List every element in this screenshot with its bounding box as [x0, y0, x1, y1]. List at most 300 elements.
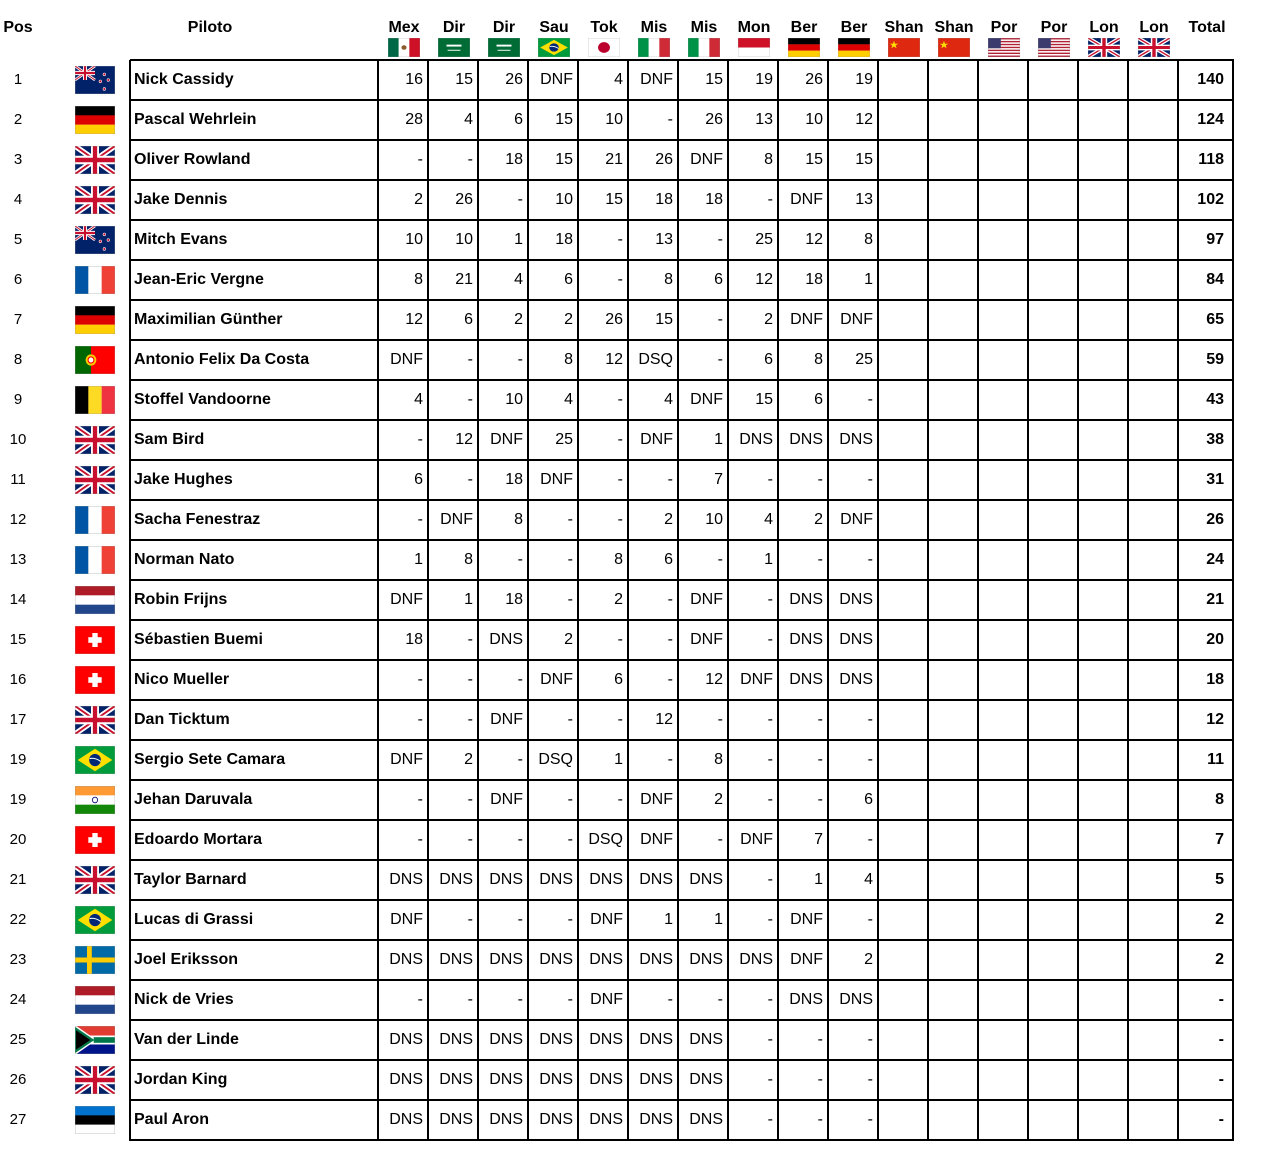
- total-cell: 65: [1206, 311, 1224, 328]
- result-cell: DNS: [389, 1071, 423, 1088]
- result-cell: -: [567, 911, 573, 928]
- mexico-flag-icon: [388, 38, 420, 57]
- result-cell: -: [567, 511, 573, 528]
- result-cell: 8: [414, 271, 423, 288]
- position-cell: 6: [13, 271, 23, 288]
- result-cell: -: [467, 911, 473, 928]
- result-cell: -: [567, 551, 573, 568]
- position-cell: 26: [9, 1071, 27, 1088]
- result-cell: -: [817, 1031, 823, 1048]
- result-cell: -: [517, 911, 523, 928]
- result-cell: 15: [555, 151, 573, 168]
- race-header: [929, 19, 979, 57]
- result-cell: 19: [855, 71, 873, 88]
- usa-flag-icon: [1038, 38, 1070, 57]
- race-code: Lon: [1089, 19, 1119, 36]
- result-cell: 6: [464, 311, 473, 328]
- brazil-flag-icon: [75, 746, 115, 774]
- result-cell: DNS: [489, 871, 523, 888]
- driver-name: Sacha Fenestraz: [134, 511, 261, 528]
- result-cell: -: [767, 591, 773, 608]
- switzerland-flag-icon: [75, 626, 115, 654]
- race-header: [779, 19, 829, 57]
- result-cell: 6: [414, 471, 423, 488]
- result-cell: -: [817, 751, 823, 768]
- result-cell: 25: [555, 431, 573, 448]
- driver-name: Jean-Eric Vergne: [134, 271, 264, 288]
- result-cell: -: [467, 831, 473, 848]
- result-cell: -: [867, 831, 873, 848]
- race-code: Dir: [492, 19, 516, 36]
- result-cell: 18: [805, 271, 823, 288]
- result-cell: DNS: [489, 1111, 523, 1128]
- result-cell: DNF: [390, 591, 423, 608]
- result-cell: 6: [614, 671, 623, 688]
- total-cell: 24: [1206, 551, 1224, 568]
- germany-flag-icon: [838, 38, 870, 57]
- total-cell: 31: [1206, 471, 1224, 488]
- result-cell: DNS: [689, 951, 723, 968]
- result-cell: 12: [605, 351, 623, 368]
- race-header: [379, 19, 429, 57]
- result-cell: 21: [455, 271, 473, 288]
- result-cell: -: [567, 591, 573, 608]
- result-cell: -: [867, 391, 873, 408]
- race-header: [1129, 19, 1179, 57]
- brazil-flag-icon: [75, 906, 115, 934]
- italy-flag-icon: [638, 38, 670, 57]
- result-cell: 8: [514, 511, 523, 528]
- total-cell: 21: [1206, 591, 1224, 608]
- result-cell: 10: [605, 111, 623, 128]
- result-cell: -: [467, 991, 473, 1008]
- result-cell: 4: [864, 871, 873, 888]
- result-cell: -: [717, 551, 723, 568]
- result-cell: DNS: [739, 951, 773, 968]
- result-cell: -: [767, 1031, 773, 1048]
- position-cell: 25: [9, 1031, 27, 1048]
- race-code: Lon: [1139, 19, 1169, 36]
- result-cell: 2: [664, 511, 673, 528]
- result-cell: 7: [714, 471, 723, 488]
- result-cell: 25: [855, 351, 873, 368]
- race-header: [729, 19, 779, 57]
- result-cell: 2: [464, 751, 473, 768]
- new-zealand-flag-icon: [75, 66, 115, 94]
- result-cell: -: [467, 631, 473, 648]
- result-cell: 13: [855, 191, 873, 208]
- race-code: Mis: [690, 19, 718, 36]
- driver-name: Edoardo Mortara: [134, 831, 263, 848]
- result-cell: DNF: [840, 511, 873, 528]
- result-cell: 8: [864, 231, 873, 248]
- result-cell: 10: [555, 191, 573, 208]
- result-cell: DNF: [690, 591, 723, 608]
- total-cell: 97: [1206, 231, 1224, 248]
- result-cell: 12: [455, 431, 473, 448]
- result-cell: -: [867, 711, 873, 728]
- position-cell: 27: [9, 1111, 27, 1128]
- result-cell: 18: [655, 191, 673, 208]
- race-code: Por: [1040, 19, 1068, 36]
- result-cell: 12: [705, 671, 723, 688]
- result-cell: DNS: [639, 1071, 673, 1088]
- result-cell: DNF: [790, 191, 823, 208]
- result-cell: 26: [455, 191, 473, 208]
- result-cell: -: [467, 351, 473, 368]
- race-code: Dir: [442, 19, 466, 36]
- total-cell: -: [1218, 1111, 1224, 1128]
- result-cell: 2: [714, 791, 723, 808]
- result-cell: DNS: [639, 871, 673, 888]
- position-cell: 4: [13, 191, 23, 208]
- result-cell: -: [567, 991, 573, 1008]
- result-cell: DNS: [689, 1031, 723, 1048]
- result-cell: -: [767, 791, 773, 808]
- driver-name: Antonio Felix Da Costa: [134, 351, 310, 368]
- result-cell: DNF: [490, 431, 523, 448]
- result-cell: DNS: [589, 1071, 623, 1088]
- result-cell: DNS: [839, 991, 873, 1008]
- result-cell: 7: [814, 831, 823, 848]
- result-cell: -: [767, 1071, 773, 1088]
- germany-flag-icon: [75, 106, 115, 134]
- position-cell: 5: [13, 231, 23, 248]
- result-cell: 4: [414, 391, 423, 408]
- driver-name: Nick de Vries: [134, 991, 234, 1008]
- result-cell: DNF: [590, 911, 623, 928]
- sweden-flag-icon: [75, 946, 115, 974]
- result-cell: DNF: [490, 791, 523, 808]
- result-cell: 8: [564, 351, 573, 368]
- result-cell: DNS: [439, 1031, 473, 1048]
- uk-flag-icon: [75, 866, 115, 894]
- result-cell: DNS: [589, 1111, 623, 1128]
- result-cell: DNS: [439, 1071, 473, 1088]
- result-cell: -: [417, 511, 423, 528]
- result-cell: 8: [764, 151, 773, 168]
- result-cell: DNS: [539, 871, 573, 888]
- result-cell: 1: [414, 551, 423, 568]
- result-cell: -: [417, 831, 423, 848]
- result-cell: 1: [664, 911, 673, 928]
- result-cell: -: [767, 471, 773, 488]
- result-cell: 12: [655, 711, 673, 728]
- result-cell: DNS: [689, 871, 723, 888]
- result-cell: 18: [555, 231, 573, 248]
- race-code: Shan: [934, 19, 974, 36]
- result-cell: 4: [614, 71, 623, 88]
- result-cell: DNF: [640, 831, 673, 848]
- driver-name: Stoffel Vandoorne: [134, 391, 271, 408]
- result-cell: 6: [564, 271, 573, 288]
- total-cell: -: [1218, 1031, 1224, 1048]
- result-cell: -: [617, 631, 623, 648]
- uk-flag-icon: [75, 146, 115, 174]
- result-cell: -: [517, 991, 523, 1008]
- driver-name: Lucas di Grassi: [134, 911, 254, 928]
- result-cell: 15: [805, 151, 823, 168]
- result-cell: 12: [855, 111, 873, 128]
- result-cell: 2: [564, 631, 573, 648]
- result-cell: DNS: [439, 951, 473, 968]
- total-cell: 7: [1215, 831, 1224, 848]
- driver-name: Pascal Wehrlein: [134, 111, 257, 128]
- result-cell: DNS: [839, 631, 873, 648]
- driver-name: Nico Mueller: [134, 671, 230, 688]
- result-cell: DSQ: [638, 351, 673, 368]
- result-cell: -: [467, 791, 473, 808]
- result-cell: 10: [455, 231, 473, 248]
- result-cell: DSQ: [538, 751, 573, 768]
- result-cell: 4: [764, 511, 773, 528]
- result-cell: DNS: [389, 1031, 423, 1048]
- result-cell: 15: [855, 151, 873, 168]
- driver-name: Oliver Rowland: [134, 151, 251, 168]
- result-cell: 8: [814, 351, 823, 368]
- total-cell: 118: [1198, 151, 1224, 168]
- result-cell: 2: [764, 311, 773, 328]
- result-cell: DNS: [389, 951, 423, 968]
- total-cell: 12: [1206, 711, 1224, 728]
- result-cell: 15: [755, 391, 773, 408]
- race-header: [479, 19, 529, 57]
- result-cell: -: [717, 351, 723, 368]
- result-cell: DNS: [489, 1071, 523, 1088]
- race-code: Mis: [640, 19, 668, 36]
- result-cell: -: [617, 231, 623, 248]
- race-code: Por: [990, 19, 1018, 36]
- result-cell: DNS: [839, 431, 873, 448]
- result-cell: 4: [664, 391, 673, 408]
- driver-name: Dan Ticktum: [134, 711, 230, 728]
- uk-flag-icon: [1088, 38, 1120, 57]
- position-cell: 13: [9, 551, 27, 568]
- result-cell: DNS: [589, 871, 623, 888]
- result-cell: -: [567, 791, 573, 808]
- result-cell: -: [517, 191, 523, 208]
- result-cell: 6: [814, 391, 823, 408]
- result-cell: 6: [714, 271, 723, 288]
- race-code: Mon: [737, 19, 771, 36]
- result-cell: DNS: [489, 1031, 523, 1048]
- result-cell: DNS: [639, 951, 673, 968]
- result-cell: DSQ: [588, 831, 623, 848]
- result-cell: DNF: [840, 311, 873, 328]
- result-cell: 26: [705, 111, 723, 128]
- position-cell: 19: [9, 751, 27, 768]
- result-cell: DNS: [389, 1111, 423, 1128]
- total-cell: 59: [1206, 351, 1224, 368]
- germany-flag-icon: [75, 306, 115, 334]
- result-cell: 4: [564, 391, 573, 408]
- result-cell: -: [517, 831, 523, 848]
- result-cell: 2: [614, 591, 623, 608]
- result-cell: DNF: [440, 511, 473, 528]
- italy-flag-icon: [688, 38, 720, 57]
- total-cell: -: [1218, 1071, 1224, 1088]
- result-cell: 15: [605, 191, 623, 208]
- result-cell: -: [767, 631, 773, 648]
- race-code: Ber: [840, 19, 868, 36]
- result-cell: 26: [655, 151, 673, 168]
- result-cell: 18: [505, 151, 523, 168]
- result-cell: 21: [605, 151, 623, 168]
- result-cell: DNS: [389, 871, 423, 888]
- result-cell: -: [517, 671, 523, 688]
- result-cell: 1: [464, 591, 473, 608]
- result-cell: DNF: [740, 671, 773, 688]
- total-header: Total: [1188, 19, 1226, 36]
- result-cell: -: [467, 151, 473, 168]
- netherlands-flag-icon: [75, 986, 115, 1014]
- position-cell: 12: [9, 511, 27, 528]
- position-cell: 10: [9, 431, 27, 448]
- result-cell: -: [717, 831, 723, 848]
- result-cell: -: [667, 671, 673, 688]
- race-header: [1029, 19, 1079, 57]
- driver-name: Robin Frijns: [134, 591, 228, 608]
- uk-flag-icon: [75, 426, 115, 454]
- portugal-flag-icon: [75, 346, 115, 374]
- result-cell: -: [467, 391, 473, 408]
- result-cell: DNF: [390, 751, 423, 768]
- result-cell: -: [767, 1111, 773, 1128]
- result-cell: DNS: [639, 1111, 673, 1128]
- position-cell: 1: [13, 71, 23, 88]
- result-cell: DNF: [590, 991, 623, 1008]
- driver-name: Jake Hughes: [134, 471, 233, 488]
- result-cell: DNF: [540, 71, 573, 88]
- south-africa-flag-icon: [75, 1026, 115, 1054]
- position-cell: 2: [13, 111, 23, 128]
- result-cell: -: [867, 1111, 873, 1128]
- result-cell: 8: [664, 271, 673, 288]
- result-cell: -: [817, 711, 823, 728]
- total-cell: 18: [1206, 671, 1224, 688]
- result-cell: -: [417, 791, 423, 808]
- result-cell: 18: [505, 471, 523, 488]
- switzerland-flag-icon: [75, 666, 115, 694]
- result-cell: 13: [655, 231, 673, 248]
- uk-flag-icon: [75, 1066, 115, 1094]
- total-cell: 124: [1197, 111, 1224, 128]
- total-cell: 102: [1197, 191, 1224, 208]
- pilot-header: Piloto: [187, 19, 233, 36]
- saudi-flag-icon: [488, 38, 520, 57]
- result-cell: DNF: [790, 911, 823, 928]
- result-cell: -: [467, 471, 473, 488]
- result-cell: DNF: [790, 951, 823, 968]
- driver-name: Sergio Sete Camara: [134, 751, 286, 768]
- result-cell: -: [667, 111, 673, 128]
- result-cell: DNS: [739, 431, 773, 448]
- total-cell: 5: [1215, 871, 1224, 888]
- driver-name: Norman Nato: [134, 551, 235, 568]
- result-cell: -: [867, 751, 873, 768]
- switzerland-flag-icon: [75, 826, 115, 854]
- result-cell: 15: [555, 111, 573, 128]
- position-cell: 14: [9, 591, 27, 608]
- result-cell: DNS: [539, 951, 573, 968]
- result-cell: 1: [864, 271, 873, 288]
- result-cell: -: [767, 991, 773, 1008]
- result-cell: 12: [805, 231, 823, 248]
- result-cell: 2: [814, 511, 823, 528]
- result-cell: DNF: [540, 671, 573, 688]
- total-cell: 2: [1215, 951, 1224, 968]
- belgium-flag-icon: [75, 386, 115, 414]
- result-cell: 1: [714, 431, 723, 448]
- result-cell: 26: [805, 71, 823, 88]
- result-cell: -: [517, 751, 523, 768]
- china-flag-icon: [938, 38, 970, 57]
- result-cell: -: [667, 991, 673, 1008]
- position-cell: 19: [9, 791, 27, 808]
- position-cell: 24: [9, 991, 27, 1008]
- result-cell: 16: [405, 71, 423, 88]
- result-cell: -: [667, 471, 673, 488]
- result-cell: -: [617, 791, 623, 808]
- result-cell: -: [767, 751, 773, 768]
- result-cell: DNF: [640, 791, 673, 808]
- position-cell: 9: [13, 391, 23, 408]
- race-header: [529, 19, 579, 57]
- total-cell: 84: [1206, 271, 1224, 288]
- position-cell: 16: [9, 671, 27, 688]
- result-cell: DNF: [540, 471, 573, 488]
- result-cell: -: [817, 551, 823, 568]
- result-cell: -: [417, 711, 423, 728]
- result-cell: -: [767, 191, 773, 208]
- result-cell: -: [617, 471, 623, 488]
- india-flag-icon: [75, 786, 115, 814]
- result-cell: DNS: [589, 1031, 623, 1048]
- race-code: Sau: [539, 19, 569, 36]
- position-cell: 7: [13, 311, 23, 328]
- result-cell: 4: [514, 271, 523, 288]
- result-cell: -: [817, 1111, 823, 1128]
- result-cell: 25: [755, 231, 773, 248]
- driver-name: Nick Cassidy: [134, 71, 234, 88]
- result-cell: -: [417, 431, 423, 448]
- estonia-flag-icon: [75, 1106, 115, 1134]
- result-cell: DNS: [539, 1031, 573, 1048]
- total-cell: -: [1218, 991, 1224, 1008]
- position-cell: 20: [9, 831, 27, 848]
- japan-flag-icon: [588, 38, 620, 57]
- france-flag-icon: [75, 546, 115, 574]
- result-cell: -: [717, 991, 723, 1008]
- result-cell: DNS: [439, 1111, 473, 1128]
- result-cell: 13: [755, 111, 773, 128]
- result-cell: DNS: [689, 1071, 723, 1088]
- race-code: Tok: [590, 19, 618, 36]
- race-header: [579, 19, 629, 57]
- china-flag-icon: [888, 38, 920, 57]
- uk-flag-icon: [1138, 38, 1170, 57]
- driver-name: Sam Bird: [134, 431, 205, 448]
- result-cell: -: [767, 711, 773, 728]
- result-cell: DNS: [789, 671, 823, 688]
- driver-name: Joel Eriksson: [134, 951, 239, 968]
- result-cell: 18: [705, 191, 723, 208]
- saudi-flag-icon: [438, 38, 470, 57]
- result-cell: 1: [514, 231, 523, 248]
- result-cell: -: [717, 311, 723, 328]
- result-cell: 26: [505, 71, 523, 88]
- position-cell: 15: [9, 631, 27, 648]
